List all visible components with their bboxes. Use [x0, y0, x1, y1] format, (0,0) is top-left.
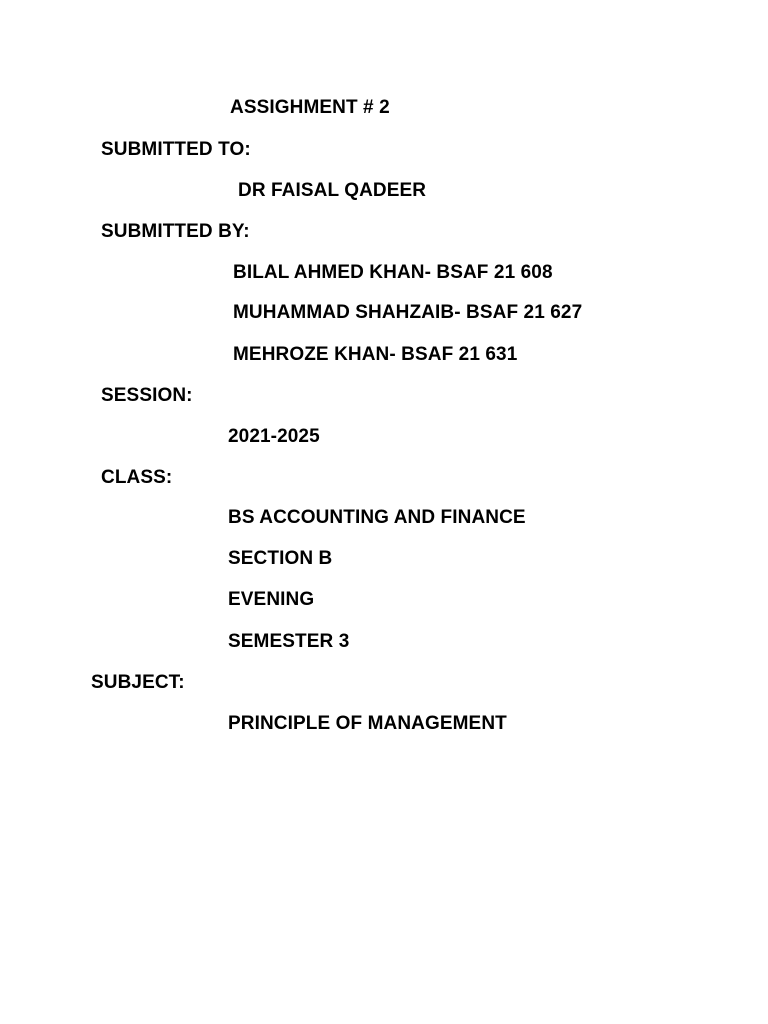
subject-value: PRINCIPLE OF MANAGEMENT — [228, 713, 507, 734]
member-2: MUHAMMAD SHAHZAIB- BSAF 21 627 — [233, 302, 583, 323]
session-label: SESSION: — [101, 385, 193, 406]
class-shift: EVENING — [228, 589, 315, 610]
subject-label: SUBJECT: — [91, 672, 185, 693]
assignment-title: ASSIGHMENT # 2 — [230, 97, 390, 118]
member-1: BILAL AHMED KHAN- BSAF 21 608 — [233, 262, 553, 283]
class-section: SECTION B — [228, 548, 333, 569]
member-3: MEHROZE KHAN- BSAF 21 631 — [233, 344, 518, 365]
submitted-to-name: DR FAISAL QADEER — [238, 180, 427, 201]
submitted-to-label: SUBMITTED TO: — [101, 139, 251, 160]
class-program: BS ACCOUNTING AND FINANCE — [228, 507, 526, 528]
class-semester: SEMESTER 3 — [228, 631, 350, 652]
submitted-by-label: SUBMITTED BY: — [101, 221, 250, 242]
session-value: 2021-2025 — [228, 426, 320, 447]
class-label: CLASS: — [101, 467, 173, 488]
